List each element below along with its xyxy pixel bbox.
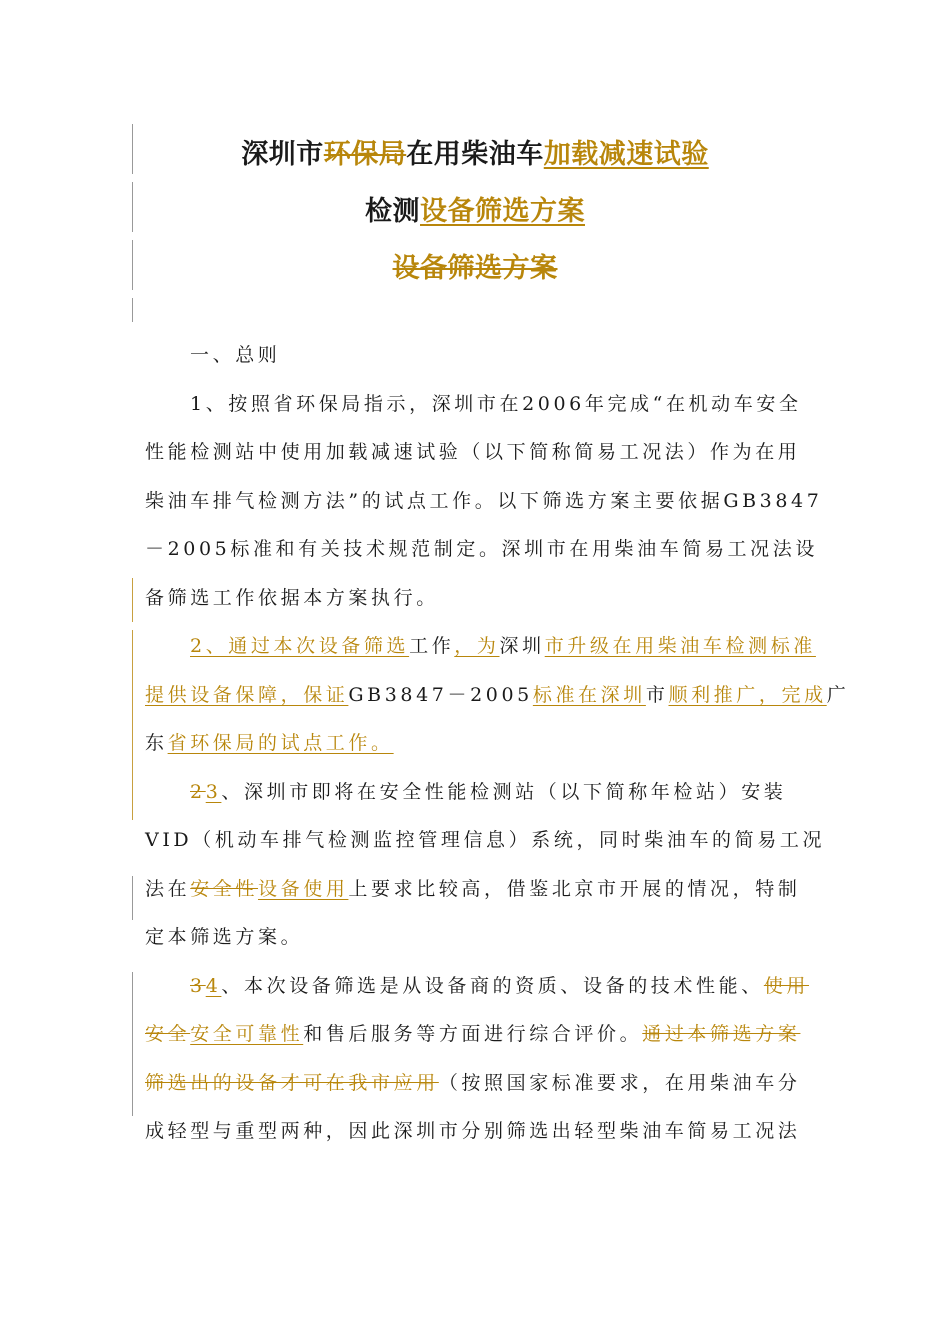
change-bar-title <box>132 124 133 174</box>
inserted-text: 设备使用 <box>258 877 349 900</box>
inserted-text: 4 <box>205 974 222 997</box>
text-run: 上要求比较高，借鉴北京市开展的情况，特制 <box>348 877 801 900</box>
deleted-text: 设备筛选方案 <box>392 253 558 284</box>
deleted-text: 安全性 <box>190 877 259 900</box>
text-line <box>145 768 807 817</box>
section-heading-text: 一、总则 <box>190 344 281 366</box>
inserted-text: 市升级在用柴油车检测标准 <box>544 635 816 657</box>
title-line-3 <box>145 240 805 297</box>
inserted-text: 2、通过本次设备筛选 <box>190 635 410 657</box>
change-bar-title <box>132 298 133 322</box>
text-line <box>145 1010 807 1059</box>
paragraph-2 <box>145 622 850 768</box>
text-run: 深圳 <box>499 635 545 657</box>
text-line: 柴油车排气检测方法”的试点工作。以下筛选方案主要依据GB3847 <box>145 489 823 512</box>
text-run: 、本次设备筛选是从设备商的资质、设备的技术性能、 <box>221 974 764 997</box>
change-bar-title <box>132 240 133 290</box>
text-run: 工作 <box>409 635 455 657</box>
title-text: 深圳市 <box>241 139 324 170</box>
change-bar-para4 <box>132 972 133 1116</box>
text-line: 定本筛选方案。 <box>145 926 304 948</box>
deleted-text: 通过本筛选方案 <box>642 1023 801 1045</box>
deleted-text: 环保局 <box>323 139 407 170</box>
inserted-text: 标准在深圳 <box>532 683 646 706</box>
paragraph-4 <box>145 962 810 1156</box>
inserted-text: 加载减速试验 <box>543 139 709 170</box>
text-line <box>145 719 807 768</box>
deleted-text: 筛选出的设备才可在我市应用 <box>145 1071 439 1094</box>
text-line <box>145 962 810 1011</box>
text-line: 性能检测站中使用加载减速试验（以下简称简易工况法）作为在用 <box>145 441 801 463</box>
title-line-1 <box>145 126 805 183</box>
inserted-text: 安全可靠性 <box>190 1023 304 1045</box>
inserted-text: 省环保局的试点工作。 <box>167 732 394 754</box>
text-line: －2005标准和有关技术规范制定。深圳市在用柴油车简易工况法设 <box>145 538 818 560</box>
text-line: VID（机动车排气检测监控管理信息）系统，同时柴油车的简易工况 <box>145 829 826 851</box>
text-run: 市 <box>645 683 669 706</box>
text-run: GB3847－2005 <box>348 683 533 706</box>
text-line: 1、按照省环保局指示，深圳市在2006年完成“在机动车安全 <box>190 392 802 415</box>
text-line <box>145 1059 807 1108</box>
text-line <box>145 671 850 720</box>
inserted-text: 设备筛选方案 <box>420 196 585 227</box>
change-bar-para1 <box>132 578 133 622</box>
inserted-text: 顺利推广，完成 <box>668 683 827 706</box>
paragraph-3 <box>145 768 826 962</box>
deleted-text: 3 <box>190 974 206 997</box>
text-line <box>145 865 807 914</box>
change-bar-para2 <box>132 630 133 820</box>
text-run: 和售后服务等方面进行综合评价。 <box>303 1023 643 1045</box>
document-body <box>145 331 850 1156</box>
title-text: 在用柴油车 <box>406 139 544 170</box>
text-run: 广 <box>826 683 850 706</box>
inserted-text: 提供设备保障，保证 <box>145 683 349 706</box>
text-line: 备筛选工作依据本方案执行。 <box>145 586 439 609</box>
text-run: （按照国家标准要求，在用柴油车分 <box>438 1071 801 1094</box>
deleted-text: 2 <box>190 780 206 803</box>
deleted-text: 安全 <box>145 1023 191 1045</box>
text-run: 法在 <box>145 877 191 900</box>
text-line: 成轻型与重型两种，因此深圳市分别筛选出轻型柴油车简易工况法 <box>145 1120 801 1142</box>
document-title <box>145 126 805 297</box>
text-run: 、深圳市即将在安全性能检测站（以下简称年检站）安装 <box>221 780 787 803</box>
text-run: 东 <box>145 732 168 754</box>
title-text: 检测 <box>365 196 420 227</box>
section-heading <box>145 331 807 380</box>
text-line <box>145 622 816 671</box>
change-bar-para3 <box>132 876 133 920</box>
paragraph-1 <box>145 380 823 623</box>
change-bar-title <box>132 182 133 232</box>
deleted-text: 使用 <box>763 974 810 997</box>
title-line-2 <box>145 183 805 240</box>
inserted-text: ，为 <box>454 635 500 657</box>
inserted-text: 3 <box>205 780 222 803</box>
